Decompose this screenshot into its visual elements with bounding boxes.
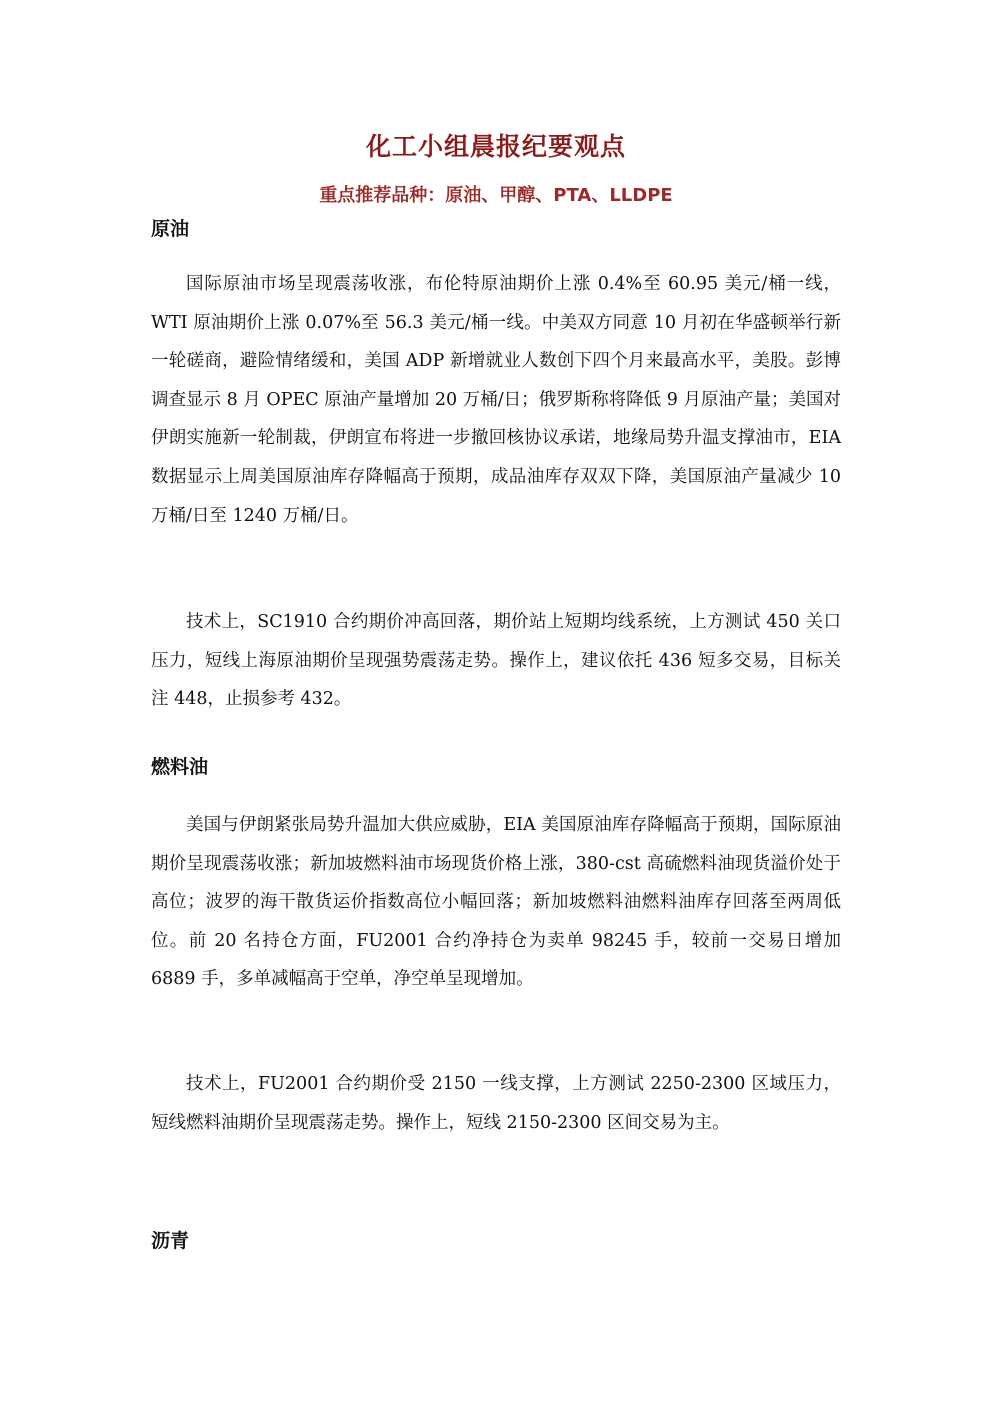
fuel-oil-paragraph-2: 技术上，FU2001 合约期价受 2150 一线支撑，上方测试 2250-2300 区域压力，短线燃料油期价呈现震荡走势。操作上，短线 2150-2300 区间交易为主。 xyxy=(151,1074,841,1133)
crude-oil-paragraph-2: 技术上，SC1910 合约期价冲高回落，期价站上短期均线系统，上方测试 450 关口压力，短线上海原油期价呈现强势震荡走势。操作上，建议依托 436 短多交易，目标关注 448，止损参考 432。 xyxy=(151,612,841,710)
fuel-oil-paragraph-1: 美国与伊朗紧张局势升温加大供应威胁，EIA 美国原油库存降幅高于预期，国际原油期价呈现震荡收涨；新加坡燃料油市场现货价格上涨，380-cst 高硫燃料油现货溢价处于高位；波罗的海干散货运价指数高位小幅回落；新加坡燃料油燃料油库存回落至两周低位。前 20 名持仓方面，FU2001 合约净持仓为卖单 98245 手，较前一交易日增加 6889 手，多单减幅高于空单，净空单呈现增加。 xyxy=(151,815,841,990)
section-heading-fuel-oil: 燃料油 xyxy=(151,756,209,778)
report-title: 化工小组晨报纪要观点 xyxy=(365,132,626,161)
report-subtitle: 重点推荐品种：原油、甲醇、PTA、LLDPE xyxy=(319,185,673,206)
section-heading-crude-oil: 原油 xyxy=(151,218,190,240)
section-heading-asphalt: 沥青 xyxy=(151,1230,190,1252)
crude-oil-paragraph-1: 国际原油市场呈现震荡收涨，布伦特原油期价上涨 0.4%至 60.95 美元/桶一线，WTI 原油期价上涨 0.07%至 56.3 美元/桶一线。中美双方同意 10 月初在华盛顿举行新一轮磋商，避险情绪缓和，美国 ADP 新增就业人数创下四个月来最高水平，美股。彭博调查显示 8 月 OPEC 原油产量增加 20 万桶/日；俄罗斯称将降低 9 月原油产量；美国对伊朗实施新一轮制裁，伊朗宣布将进一步撤回核协议承诺，地缘局势升温支撑油市，EIA 数据显示上周美国原油库存降幅高于预期，成品油库存双双下降，美国原油产量减少 10 万桶/日至 1240 万桶/日。 xyxy=(151,274,841,526)
